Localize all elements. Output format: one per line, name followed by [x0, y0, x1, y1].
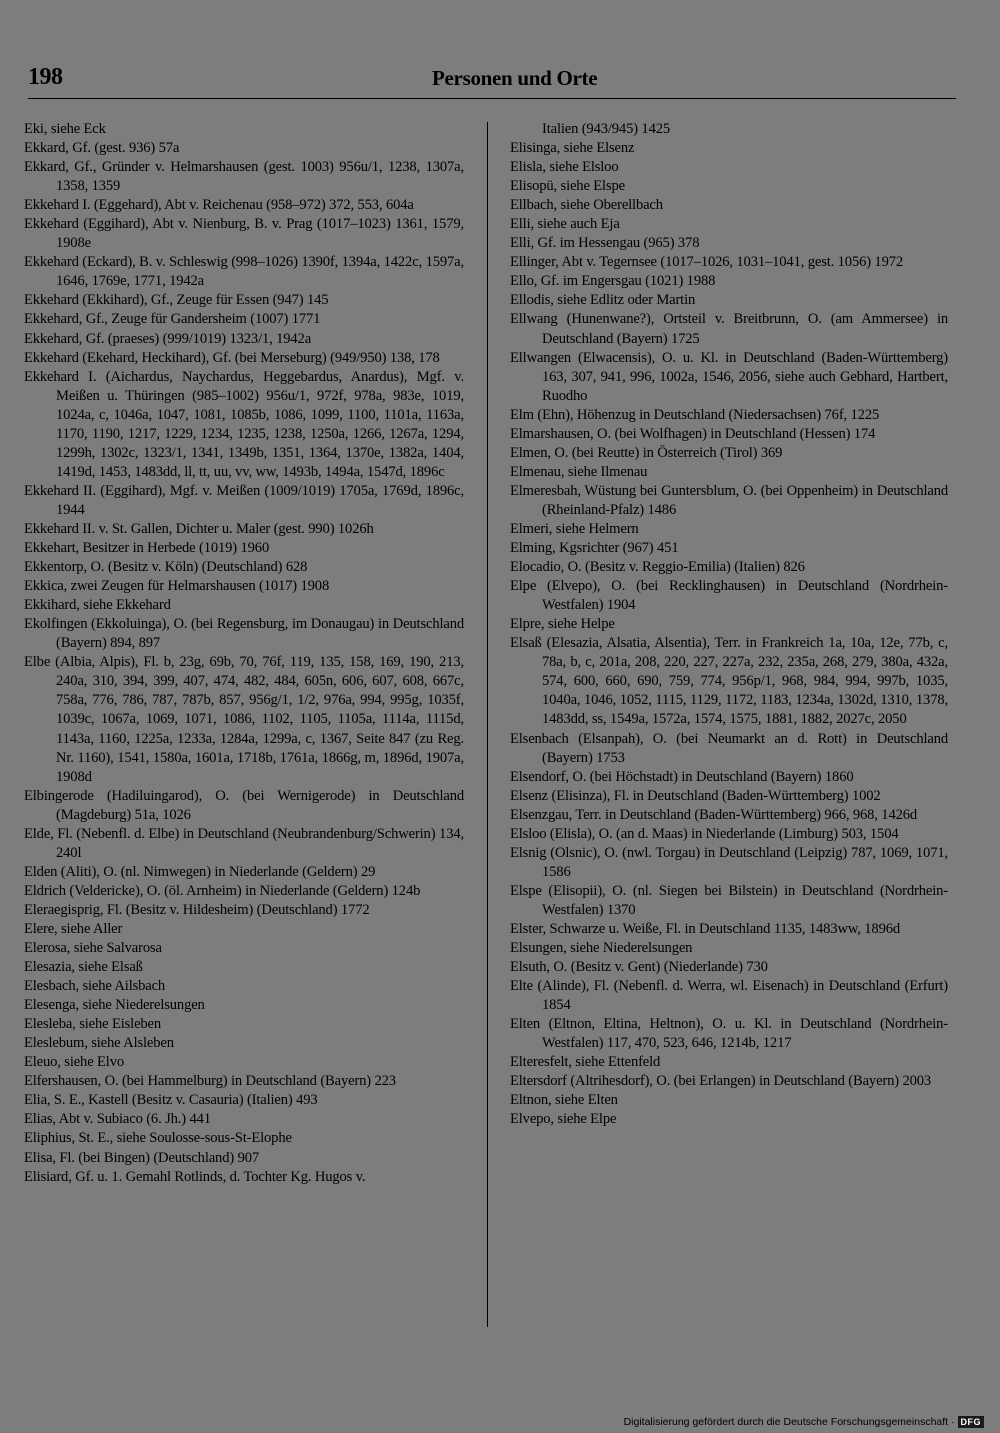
index-entry: Eleuo, siehe Elvo — [24, 1054, 124, 1071]
index-entry: Elsendorf, O. (bei Höchstadt) in Deutschland (Bayern) 1860 — [510, 768, 854, 785]
index-entry: Elisla, siehe Elsloo — [510, 159, 619, 176]
index-entry-continuation: Italien (943/945) 1425 — [542, 121, 671, 137]
index-entry: Ekkehard, Gf. (praeses) (999/1019) 1323/1, 1942a — [24, 330, 312, 347]
index-entry: Elte (Alinde), Fl. (Nebenfl. d. Werra, wl. Eisenach) in Deutschland (Erfurt) 1854 — [510, 978, 948, 1014]
index-entry: Elfershausen, O. (bei Hammelburg) in Deutschland (Bayern) 223 — [24, 1073, 396, 1090]
index-entry: Ekkica, zwei Zeugen für Helmarshausen (1017) 1908 — [24, 578, 330, 595]
index-entry: Elia, S. E., Kastell (Besitz v. Casauria) (Italien) 493 — [24, 1092, 318, 1109]
index-entry: Ekkehard (Ekkihard), Gf., Zeuge für Essen (947) 145 — [24, 292, 329, 309]
index-entry: Elli, Gf. im Hessengau (965) 378 — [510, 235, 700, 252]
index-entry: Elocadio, O. (Besitz v. Reggio-Emilia) (Italien) 826 — [510, 559, 805, 576]
index-entry: Elspe (Elisopii), O. (nl. Siegen bei Bilstein) in Deutschland (Nordrhein-Westfalen) 1370 — [510, 882, 948, 918]
column-divider — [487, 122, 488, 1327]
index-entry: Elster, Schwarze u. Weiße, Fl. in Deutschland 1135, 1483ww, 1896d — [510, 920, 901, 937]
index-entry: Elli, siehe auch Eja — [510, 216, 620, 233]
index-entry: Eltnon, siehe Elten — [510, 1092, 618, 1109]
index-entry: Eltersdorf (Altrihesdorf), O. (bei Erlangen) in Deutschland (Bayern) 2003 — [510, 1073, 932, 1090]
index-entry: Ekkehard I. (Aichardus, Naychardus, Heggebardus, Anardus), Mgf. v. Meißen u. Thüringen (985–1002) 956u/1, 972f, 978a, 983e, 1019, 1024a, c, 1046a, 1047, 1081, 1085b, 1086, 1099, 1100, 1101a, 1163a, 1170, 1190, 1217, 1229, 1234, 1235, 1238, 1250a, 1266, 1267a, 1294, 1299h, 1302c, 1323/1, 1341, 1349b, 1351, 1364, 1370e, 1382a, 1404, 1419d, 1453, 1483dd, ll, tt, uu, vv, ww, 1493b, 1494a, 1547d, 1896c — [24, 368, 464, 480]
footer-credit: Digitalisierung gefördert durch die Deutsche Forschungsgemeinschaft · — [623, 1416, 955, 1428]
index-entry: Elsungen, siehe Niederelsungen — [510, 940, 693, 957]
index-entry: Elsaß (Elesazia, Alsatia, Alsentia), Terr. in Frankreich 1a, 10a, 12e, 77b, c, 78a, b, c, 201a, 208, 220, 227, 227a, 232, 235a, 268, 279, 380a, 432a, 574, 600, 660, 690, 759, 774, 956p/1, 968, 984, 994, 997b, 1035, 1040a, 1046, 1052, 1115, 1129, 1172, 1183, 1234a, 1302d, 1310, 1378, 1483dd, ss, 1549a, 1572a, 1574, 1575, 1881, 1882, 2027c, 2050 — [510, 635, 948, 728]
index-entry: Eliphius, St. E., siehe Soulosse-sous-St-Elophe — [24, 1130, 292, 1147]
index-entry: Elden (Aliti), O. (nl. Nimwegen) in Niederlande (Geldern) 29 — [24, 863, 376, 880]
running-title: Personen und Orte — [432, 66, 598, 90]
index-entry: Elten (Eltnon, Eltina, Heltnon), O. u. Kl. in Deutschland (Nordrhein-Westfalen) 117, 470, 523, 646, 1214b, 1217 — [510, 1016, 948, 1052]
index-entry: Elisinga, siehe Elsenz — [510, 140, 635, 157]
index-entry: Eldrich (Veldericke), O. (öl. Arnheim) in Niederlande (Geldern) 124b — [24, 882, 421, 899]
index-entry: Elde, Fl. (Nebenfl. d. Elbe) in Deutschland (Neubrandenburg/Schwerin) 134, 240l — [24, 825, 464, 861]
index-entry: Elias, Abt v. Subiaco (6. Jh.) 441 — [24, 1111, 211, 1128]
index-entry: Elmeri, siehe Helmern — [510, 520, 639, 537]
index-entry: Elsnig (Olsnic), O. (nwl. Torgau) in Deutschland (Leipzig) 787, 1069, 1071, 1586 — [510, 844, 948, 880]
index-entry: Elmeresbah, Wüstung bei Guntersblum, O. (bei Oppenheim) in Deutschland (Rheinland-Pfalz) 1486 — [510, 482, 948, 518]
index-entry: Elbe (Albia, Alpis), Fl. b, 23g, 69b, 70, 76f, 119, 135, 158, 169, 190, 213, 240a, 310, 394, 399, 407, 474, 482, 484, 605n, 606, 607, 608, 667c, 758a, 776, 786, 787, 787b, 857, 956g/1, 1/2, 976a, 994, 995g, 1035f, 1039c, 1067a, 1069, 1071, 1086, 1102, 1105, 1105a, 1114a, 1115d, 1143a, 1160, 1225a, 1233a, 1284a, 1299a, c, 1367, Seite 847 (zu Reg. Nr. 1160), 1541, 1580a, 1601a, 1718b, 1761a, 1866g, m, 1896d, 1907a, 1908d — [24, 654, 464, 785]
index-entry: Elpre, siehe Helpe — [510, 616, 615, 633]
index-entry: Elpe (Elvepo), O. (bei Recklinghausen) in Deutschland (Nordrhein-Westfalen) 1904 — [510, 578, 948, 614]
index-entry: Ellodis, siehe Edlitz oder Martin — [510, 292, 696, 309]
index-entry: Ekolfingen (Ekkoluinga), O. (bei Regensburg, im Donaugau) in Deutschland (Bayern) 894, 897 — [24, 616, 464, 652]
index-entry: Elisa, Fl. (bei Bingen) (Deutschland) 907 — [24, 1149, 260, 1166]
index-entry: Ekkehard II. (Eggihard), Mgf. v. Meißen (1009/1019) 1705a, 1769d, 1896c, 1944 — [24, 482, 464, 518]
index-entry: Ekkehard I. (Eggehard), Abt v. Reichenau (958–972) 372, 553, 604a — [24, 197, 414, 214]
index-entry: Elsuth, O. (Besitz v. Gent) (Niederlande) 730 — [510, 959, 768, 976]
index-entry: Elvepo, siehe Elpe — [510, 1111, 617, 1128]
index-entry: Elsenz (Elisinza), Fl. in Deutschland (Baden-Württemberg) 1002 — [510, 787, 881, 804]
index-entry: Ellinger, Abt v. Tegernsee (1017–1026, 1031–1041, gest. 1056) 1972 — [510, 254, 904, 271]
index-entry: Ekkehard (Ekehard, Heckihard), Gf. (bei Merseburg) (949/950) 138, 178 — [24, 349, 440, 366]
index-entry: Ekkehard, Gf., Zeuge für Gandersheim (1007) 1771 — [24, 311, 321, 328]
index-entry: Elmen, O. (bei Reutte) in Österreich (Tirol) 369 — [510, 444, 783, 461]
index-entry: Elerosa, siehe Salvarosa — [24, 940, 162, 957]
index-entry: Elm (Ehn), Höhenzug in Deutschland (Niedersachsen) 76f, 1225 — [510, 406, 880, 423]
index-entry: Ekkard, Gf. (gest. 936) 57a — [24, 140, 180, 157]
index-entry: Ello, Gf. im Engersgau (1021) 1988 — [510, 273, 716, 290]
index-entry: Elming, Kgsrichter (967) 451 — [510, 540, 679, 557]
index-entry: Elsenzgau, Terr. in Deutschland (Baden-Württemberg) 966, 968, 1426d — [510, 806, 918, 823]
index-entry: Eleraegisprig, Fl. (Besitz v. Hildesheim) (Deutschland) 1772 — [24, 901, 370, 918]
index-entry: Elisopü, siehe Elspe — [510, 178, 625, 195]
index-entry: Elesenga, siehe Niederelsungen — [24, 997, 205, 1014]
index-entry: Ellbach, siehe Oberellbach — [510, 197, 663, 214]
index-entry: Elsenbach (Elsanpah), O. (bei Neumarkt an d. Rott) in Deutschland (Bayern) 1753 — [510, 730, 948, 766]
index-entry: Elesazia, siehe Elsaß — [24, 959, 143, 976]
index-entry: Eki, siehe Eck — [24, 121, 106, 137]
index-entry: Ekkard, Gf., Gründer v. Helmarshausen (gest. 1003) 956u/1, 1238, 1307a, 1358, 1359 — [24, 159, 464, 195]
index-entry: Elmarshausen, O. (bei Wolfhagen) in Deutschland (Hessen) 174 — [510, 425, 876, 442]
page-header — [28, 64, 956, 99]
index-entry: Ekkehard (Eckard), B. v. Schleswig (998–1026) 1390f, 1394a, 1422c, 1597a, 1646, 1769e, 1771, 1942a — [24, 254, 464, 290]
index-entry: Elere, siehe Aller — [24, 920, 123, 937]
index-entry: Ellwangen (Elwacensis), O. u. Kl. in Deutschland (Baden-Württemberg) 163, 307, 941, 996, 1002a, 1546, 2056, siehe auch Gebhard, Hartbert, Ruodho — [510, 349, 948, 404]
index-entry: Ekkihard, siehe Ekkehard — [24, 597, 171, 614]
index-column-left — [24, 120, 464, 1187]
index-entry: Elsloo (Elisla), O. (an d. Maas) in Niederlande (Limburg) 503, 1504 — [510, 825, 899, 842]
index-entry: Elesleba, siehe Eisleben — [24, 1016, 162, 1033]
index-entry: Elbingerode (Hadiluingarod), O. (bei Wernigerode) in Deutschland (Magdeburg) 51a, 1026 — [24, 787, 464, 823]
index-entry: Elisiard, Gf. u. 1. Gemahl Rotlinds, d. Tochter Kg. Hugos v. — [24, 1168, 366, 1185]
index-entry: Eleslebum, siehe Alsleben — [24, 1035, 174, 1052]
page-number: 198 — [28, 64, 63, 90]
index-entry: Ekkentorp, O. (Besitz v. Köln) (Deutschland) 628 — [24, 559, 308, 576]
index-entry: Elteresfelt, siehe Ettenfeld — [510, 1054, 661, 1071]
footer — [624, 1416, 984, 1428]
dfg-logo: DFG — [958, 1416, 985, 1428]
index-entry: Elmenau, siehe Ilmenau — [510, 463, 648, 480]
index-entry: Ellwang (Hunenwane?), Ortsteil v. Breitbrunn, O. (am Ammersee) in Deutschland (Bayern) 1725 — [510, 311, 948, 347]
index-entry: Ekkehard (Eggihard), Abt v. Nienburg, B. v. Prag (1017–1023) 1361, 1579, 1908e — [24, 216, 464, 252]
index-entry: Ekkehart, Besitzer in Herbede (1019) 1960 — [24, 540, 270, 557]
index-entry: Ekkehard II. v. St. Gallen, Dichter u. Maler (gest. 990) 1026h — [24, 520, 374, 537]
index-entry: Elesbach, siehe Ailsbach — [24, 978, 166, 995]
index-column-right — [510, 120, 948, 1129]
